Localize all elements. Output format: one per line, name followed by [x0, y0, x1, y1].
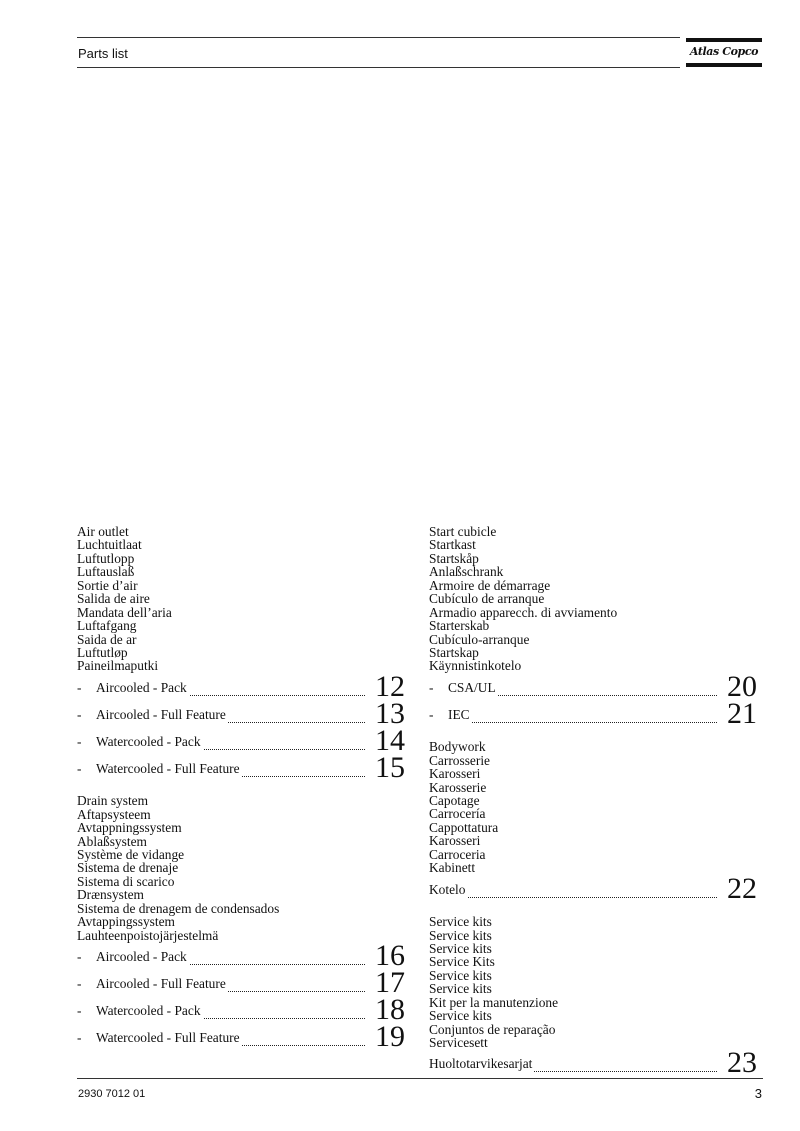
section-title-line: Servicesett	[429, 1035, 488, 1050]
toc-section-bodywork	[429, 739, 757, 905]
section-title-line: Avtappingssystem	[77, 914, 175, 930]
toc-section-start-cubicle	[429, 524, 757, 730]
section-title-line: Système de vidange	[77, 847, 185, 862]
right-column	[429, 524, 757, 1080]
section-title-line: Sortie d’air	[77, 577, 138, 593]
entry-page-number: 22	[727, 871, 757, 905]
footer-rule	[77, 1078, 763, 1079]
section-title-line: Kit per la manutenzione	[429, 994, 559, 1010]
entry-dash: -	[77, 1003, 82, 1019]
section-title-line: Karosseri	[429, 766, 481, 782]
entry-dash: -	[77, 679, 82, 695]
section-title-line: Service Kits	[429, 954, 495, 970]
section-title-line: Aftapsysteem	[77, 806, 151, 822]
section-title-line: Service kits	[429, 981, 492, 997]
entry-page-number: 23	[727, 1046, 757, 1080]
toc-entry[interactable]	[429, 696, 757, 730]
entry-label: Aircooled - Pack	[96, 949, 187, 965]
entry-page-number: 19	[375, 1020, 405, 1054]
dot-leader	[448, 708, 717, 722]
section-title-line: Service kits	[429, 927, 492, 943]
section-title-line: Ablaßsystem	[77, 833, 147, 849]
toc-entry[interactable]	[429, 871, 757, 905]
section-title-line: Startkast	[429, 537, 476, 553]
section-title-line: Anlaßschrank	[429, 564, 504, 580]
entry-label: Kotelo	[429, 881, 466, 897]
section-title-line: Käynnistinkotelo	[429, 658, 522, 674]
toc-entry[interactable]	[77, 750, 405, 784]
section-title-line: Sistema di scarico	[77, 873, 175, 889]
section-title-line: Service kits	[429, 1008, 492, 1024]
entry-label: Aircooled - Pack	[96, 679, 187, 695]
entry-page-number: 21	[727, 696, 757, 730]
entry-page-number: 16	[375, 939, 405, 973]
section-title-line: Salida de aire	[77, 591, 150, 607]
toc-entry[interactable]	[77, 966, 405, 1000]
toc-section	[77, 793, 405, 1054]
entry-dash: -	[429, 706, 434, 722]
section-title-line: Starterskab	[429, 618, 490, 634]
section-title-line: Luftauslaß	[77, 564, 135, 580]
section-title-line: Startskåp	[429, 550, 479, 566]
toc-section-service-kits	[429, 914, 757, 1080]
section-title-line: Sistema de drenaje	[77, 860, 179, 876]
section-title-line: Cappottatura	[429, 819, 499, 835]
section-title-line: Carrocería	[429, 806, 486, 822]
section-title-line: Lauhteenpoistojärjestelmä	[77, 927, 219, 943]
section-title-line: Air outlet	[77, 524, 129, 539]
section-title-line: Luftutløp	[77, 644, 128, 660]
toc-entry[interactable]	[77, 723, 405, 757]
header-rule-top	[77, 37, 680, 38]
toc-entry[interactable]	[429, 1046, 757, 1080]
entry-page-number: 13	[375, 696, 405, 730]
section-title-line: Avtappningssystem	[77, 820, 182, 836]
section-title-line: Paineilmaputki	[77, 658, 159, 674]
section-title-line: Carrosserie	[429, 752, 490, 768]
section-title-line: Conjuntos de reparação	[429, 1021, 556, 1037]
section-title-line: Drain system	[77, 793, 149, 809]
section-title-line: Luftutlopp	[77, 550, 135, 566]
section-gap	[429, 902, 757, 915]
section-title-line: Service kits	[429, 914, 492, 930]
section-title-line: Armadio apparecch. di avviamento	[429, 604, 618, 620]
atlas-copco-logo	[686, 38, 762, 68]
entry-page-number: 14	[375, 723, 405, 757]
section-title-line: Saida de ar	[77, 631, 137, 647]
section-title-line: Capotage	[429, 793, 480, 808]
entry-dash: -	[77, 760, 82, 776]
section-title-line: Armoire de démarrage	[429, 577, 551, 593]
toc-entry[interactable]	[77, 696, 405, 730]
section-title-line: Service kits	[429, 967, 492, 983]
entry-page-number: 18	[375, 993, 405, 1027]
section-title-line: Luchtuitlaat	[77, 537, 142, 553]
entry-label: Watercooled - Pack	[96, 1003, 201, 1019]
toc-entry[interactable]	[77, 1020, 405, 1054]
entry-page-number: 12	[375, 669, 405, 703]
toc-section	[77, 524, 405, 784]
section-title-line: Karosseri	[429, 833, 481, 849]
section-title-line: Mandata dell’aria	[77, 604, 172, 620]
section-title-line: Start cubicle	[429, 524, 497, 539]
dot-leader	[429, 883, 717, 897]
entry-page-number: 17	[375, 966, 405, 1000]
header-rule-bottom	[77, 67, 680, 68]
entry-dash: -	[77, 706, 82, 722]
left-column	[77, 524, 405, 1054]
section-gap	[429, 727, 757, 740]
entry-dash: -	[429, 679, 434, 695]
section-title-line: Sistema de drenagem de condensados	[77, 900, 280, 916]
entry-dash: -	[77, 949, 82, 965]
entry-dash: -	[77, 733, 82, 749]
section-gap	[77, 781, 405, 794]
section-title-line: Carroceria	[429, 846, 486, 862]
section-title-line: Cubículo de arranque	[429, 591, 545, 607]
entry-label: Watercooled - Pack	[96, 733, 201, 749]
toc-entry[interactable]	[77, 939, 405, 973]
brand-wordmark: Atlas Copco	[689, 45, 759, 58]
entry-label: Watercooled - Full Feature	[96, 760, 240, 776]
entry-label: Aircooled - Full Feature	[96, 976, 226, 992]
toc-entry[interactable]	[429, 669, 757, 703]
section-title-line: Kabinett	[429, 860, 476, 876]
entry-page-number: 15	[375, 750, 405, 784]
section-title-line: Drænsystem	[77, 887, 144, 903]
page-number: 3	[754, 1086, 762, 1101]
section-title-line: Bodywork	[429, 739, 486, 755]
document-number: 2930 7012 01	[78, 1088, 146, 1100]
entry-label: CSA/UL	[448, 679, 496, 695]
toc-entry[interactable]	[77, 669, 405, 703]
entry-label: Aircooled - Full Feature	[96, 706, 226, 722]
entry-label: Huoltotarvikesarjat	[429, 1056, 533, 1072]
entry-dash: -	[77, 976, 82, 992]
section-title-line: Startskap	[429, 644, 479, 660]
toc-entry[interactable]	[77, 993, 405, 1027]
page-header-title: Parts list	[78, 46, 128, 61]
section-title-line: Service kits	[429, 940, 492, 956]
section-title-line: Luftafgang	[77, 618, 137, 634]
entry-dash: -	[77, 1030, 82, 1046]
entry-label: IEC	[448, 706, 470, 722]
section-title-line: Cubículo-arranque	[429, 631, 530, 647]
entry-page-number: 20	[727, 669, 757, 703]
section-title-line: Karosserie	[429, 779, 487, 795]
entry-label: Watercooled - Full Feature	[96, 1030, 240, 1046]
